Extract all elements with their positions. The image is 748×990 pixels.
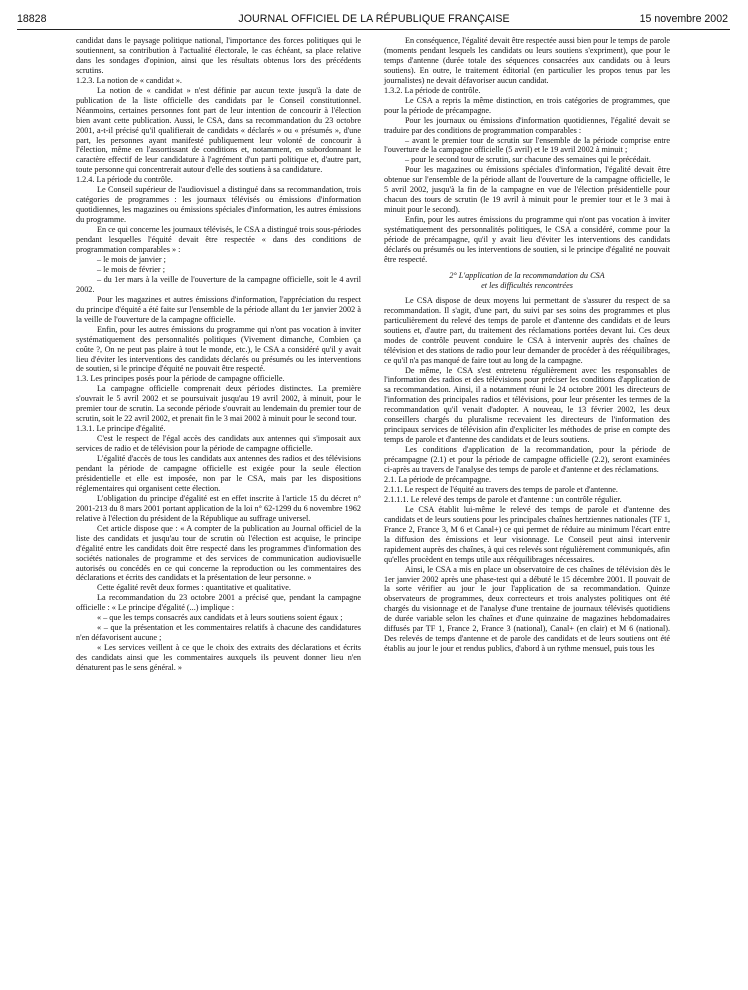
section-heading: 1.2.4. La période du contrôle. (76, 175, 173, 185)
paragraph: « – que la présentation et les commentaires relatifs à chacune des candidatures n'en défavorisent aucune ; (76, 623, 361, 643)
paragraph: Pour les journaux ou émissions d'information quotidiennes, l'égalité devait se traduire par des conditions de programmation comparables : (384, 115, 670, 135)
paragraph: Cet article dispose que : « A compter de la publication au Journal officiel de la liste des candidats et jusqu'au tour de scrutin où l'élection est acquise, le principe d'égalité entre les candidats doit être respecté dans les programmes d'information des sociétés nationales de programme et des services de communication audiovisuelle autorisés ou concédés en ce qui concerne la reproduction ou les commentaires des déclarations et écrits des candidats et la présentation de leur personne. » (76, 523, 361, 583)
paragraph: Le CSA dispose de deux moyens lui permettant de s'assurer du respect de sa recommandation. Il s'agit, d'une part, du suivi par ses soins des programmes et plus particulièrement du relevé des temps de parole et d'antenne des candidats et de leurs soutiens et, d'autre part, du traitement des réclamations portées devant lui. Ces deux modes de contrôle peuvent conduire le CSA à intervenir auprès des chaînes de télévision et des stations de radio pour leur demander de procéder à des rééquilibrages, ce qu'il n'a pas manqué de faire tout au long de la campagne. (384, 295, 670, 365)
paragraph: En ce qui concerne les journaux télévisés, le CSA a distingué trois sous-périodes pendant lesquelles l'équité devait être respectée « dans des conditions de programmation comparables » : (76, 225, 361, 255)
section-heading: 2.1.1. Le respect de l'équité au travers des temps de parole et d'antenne. (384, 484, 618, 494)
paragraph: En conséquence, l'égalité devait être respectée aussi bien pour le temps de parole (moments pendant lesquels les candidats ou leurs soutiens s'expriment), que pour le temps d'antenne (durée totale des séquences consacrées aux candidats ou à leurs soutiens). En outre, le traitement éditorial (en particulier les propos tenus par les journalistes) ne devait défavoriser aucun candidat. (384, 36, 670, 85)
page-number: 18828 (17, 13, 47, 25)
paragraph: – avant le premier tour de scrutin sur l'ensemble de la période comprise entre l'ouverture de la campagne officielle (5 avril) et le 19 avril 2002 à minuit ; (384, 135, 670, 155)
paragraph: – du 1er mars à la veille de l'ouverture de la campagne officielle, soit le 4 avril 2002. (76, 274, 361, 294)
section-heading: 1.3.1. Le principe d'égalité. (76, 424, 166, 434)
right-column (384, 36, 670, 654)
paragraph: C'est le respect de l'égal accès des candidats aux antennes qui s'imposait aux services de radio et de télévision pour la période de campagne officielle. (76, 434, 361, 454)
paragraph: candidat dans le paysage politique national, l'importance des forces politiques qui le soutiennent, sa contribution à l'actualité électorale, le cas échéant, sa place relative dans les sondages d'opinion, ainsi que les résultats obtenus lors des précédents scrutins. (76, 36, 361, 75)
paragraph: Le CSA a repris la même distinction, en trois catégories de programmes, que pour la période de précampagne. (384, 95, 670, 115)
left-column (76, 36, 361, 673)
paragraph: – le mois de février ; (97, 264, 165, 274)
paragraph: De même, le CSA s'est entretenu régulièrement avec les responsables de l'information des radios et des télévisions pour préciser les conditions d'application de sa recommandation. Ainsi, il a notamment réuni le 24 octobre 2001 les directeurs de l'information des principales radios et télévisions, pour leur présenter les termes de la recommandation qu'il venait d'adopter. A nouveau, le 13 février 2002, les deux conseillers chargés du pluralisme recevaient les directeurs de l'information des principaux services de télévision afin d'expliciter les méthodes de prise en compte des temps de parole et d'antenne des candidats et de leurs soutiens. (384, 365, 670, 445)
page-header (0, 0, 748, 32)
paragraph: L'égalité d'accès de tous les candidats aux antennes des radios et des télévisions pendant la période de campagne officielle est exigée pour la seule élection présidentielle et elle est imposée, non par le CSA, mais par les dispositions réglementaires qui organisent cette élection. (76, 454, 361, 493)
section-heading: 1.2.3. La notion de « candidat ». (76, 75, 182, 85)
header-rule (17, 29, 730, 30)
section-heading: 1.3. Les principes posés pour la période de campagne officielle. (76, 374, 285, 384)
journal-title: JOURNAL OFFICIEL DE LA RÉPUBLIQUE FRANÇAISE (238, 13, 510, 25)
paragraph: La recommandation du 23 octobre 2001 a précisé que, pendant la campagne officielle : « Le principe d'égalité (...) implique : (76, 593, 361, 613)
paragraph: Ainsi, le CSA a mis en place un observatoire de ces chaînes de télévision dès le 1er janvier 2002 après une phase-test qui a débuté le 15 décembre 2001. Il pouvait de la sorte vérifier au jour le jour l'application de sa recommandation. Quinze observateurs de programmes, deux correcteurs et trois analystes politiques ont été chargés du visionnage et de l'analyse d'une trentaine de journaux télévisés quotidiens de durée variable selon les chaînes et d'une quinzaine de magazines hebdomadaires diffusés par TF 1, France 2, France 3 (national), Canal+ (en clair) et M 6 (national). Des relevés de temps d'antenne et de parole des candidats et de leurs soutiens ont été établis au jour le jour et rendus publics, d'abord à un rythme mensuel, puis tous les (384, 564, 670, 654)
paragraph: – pour le second tour de scrutin, sur chacune des semaines qui le précédait. (405, 155, 651, 165)
paragraph: – le mois de janvier ; (97, 254, 166, 264)
paragraph: Le CSA établit lui-même le relevé des temps de parole et d'antenne des candidats et de leurs soutiens pour les principales chaînes hertziennes nationales (TF 1, France 2, France 3, M 6 et Canal+) ce qui permet de réduire au minimum l'écart entre la diffusion des émissions et leur visionnage. Le Conseil peut ainsi intervenir rapidement auprès des chaînes, à qui ces relevés sont régulièrement communiqués, afin qu'elles procèdent en temps utile aux rééquilibrages nécessaires. (384, 504, 670, 564)
section-heading: 2.1.1.1. Le relevé des temps de parole et d'antenne : un contrôle régulier. (384, 494, 622, 504)
section-heading: 1.3.2. La période de contrôle. (384, 85, 481, 95)
part-title: 2° L'application de la recommandation du CSA et les difficultés rencontrées (449, 270, 605, 290)
paragraph: Pour les magazines ou émissions spéciales d'information, l'égalité devait être obtenue sur l'ensemble de la période allant de l'ouverture de la campagne officielle, le 5 avril 2002, jusqu'à la fin de la campagne en vue de l'élection présidentielle pour chacun des tours de scrutin (le 19 avril à minuit pour le premier tour et le 3 mai à minuit pour le second). (384, 165, 670, 215)
paragraph: Les conditions d'application de la recommandation, pour la période de précampagne (2.1) et pour la période de campagne officielle (2.2), seront examinées ci-après au travers de l'analyse des temps de parole et d'antenne et des réclamations. (384, 445, 670, 475)
section-heading: 2.1. La période de précampagne. (384, 474, 492, 484)
issue-date: 15 novembre 2002 (639, 13, 728, 25)
paragraph: La notion de « candidat » n'est définie par aucun texte jusqu'à la date de publication de la liste officielle des candidats par le Conseil constitutionnel. Néanmoins, certaines personnes font part de leur intention de concourir à l'élection bien avant cette publication. Aussi, le CSA, dans sa recommandation du 23 octobre 2001, a-t-il précisé qu'il qualifierait de candidats « déclarés » ou « présumés », d'une part, les personnes ayant manifesté publiquement leur volonté de concourir à l'élection, même en l'assortissant de conditions et, notamment, en subordonnant le caractère effectif de leur candidature à l'agrément d'un parti politique et, d'autre part, toute personne qui concentrerait autour d'elle des soutiens à sa candidature. (76, 85, 361, 175)
paragraph: L'obligation du principe d'égalité est en effet inscrite à l'article 15 du décret n° 2001-213 du 8 mars 2001 portant application de la loi n° 62-1299 du 6 novembre 1962 relative à l'élection du président de la République au suffrage universel. (76, 493, 361, 523)
paragraph: Enfin, pour les autres émissions du programme qui n'ont pas vocation à inviter systématiquement des personnalités politiques, le CSA a considéré, comme pour la période de précampagne, qu'il y avait lieu d'éviter les interventions des candidats déclarés ou présumés ou les interventions de soutien, si le principe d'égalité ne pouvait être respecté. (384, 215, 670, 264)
paragraph: Cette égalité revêt deux formes : quantitative et qualitative. (97, 583, 291, 593)
paragraph: Le Conseil supérieur de l'audiovisuel a distingué dans sa recommandation, trois catégories de programmes : les journaux télévisés ou émissions d'information quotidiennes, les magazines ou émissions spéciales d'information, les autres émissions du programme. (76, 185, 361, 225)
paragraph: Pour les magazines et autres émissions d'information, l'appréciation du respect du principe d'équité a été faite sur l'ensemble de la période allant du 1er janvier 2002 à la veille de l'ouverture de la campagne officielle. (76, 294, 361, 324)
paragraph: « Les services veillent à ce que le choix des extraits des déclarations et écrits des candidats ainsi que les commentaires auxquels ils peuvent donner lieu n'en dénaturent pas le sens général. » (76, 643, 361, 673)
paragraph: « – que les temps consacrés aux candidats et à leurs soutiens soient égaux ; (97, 613, 343, 623)
paragraph: Enfin, pour les autres émissions du programme qui n'ont pas vocation à inviter systématiquement des personnalités politiques (Vivement dimanche, Combien ça coûte ?, On ne peut pas plaire à tout le monde, etc.), le CSA a considéré qu'il y avait lieu d'éviter les interventions des candidats déclarés ou présumés ou les interventions de soutien, si le principe d'équité ne pouvait être respecté. (76, 324, 361, 374)
paragraph: La campagne officielle comprenait deux périodes distinctes. La première s'ouvrait le 5 avril 2002 et se poursuivait jusqu'au 19 avril 2002, à minuit, pour le premier tour de scrutin. La seconde période s'ouvrait au lendemain du premier tour de scrutin, soit le 22 avril 2002, et prenait fin le 3 mai 2002 à minuit pour le second tour. (76, 384, 361, 424)
